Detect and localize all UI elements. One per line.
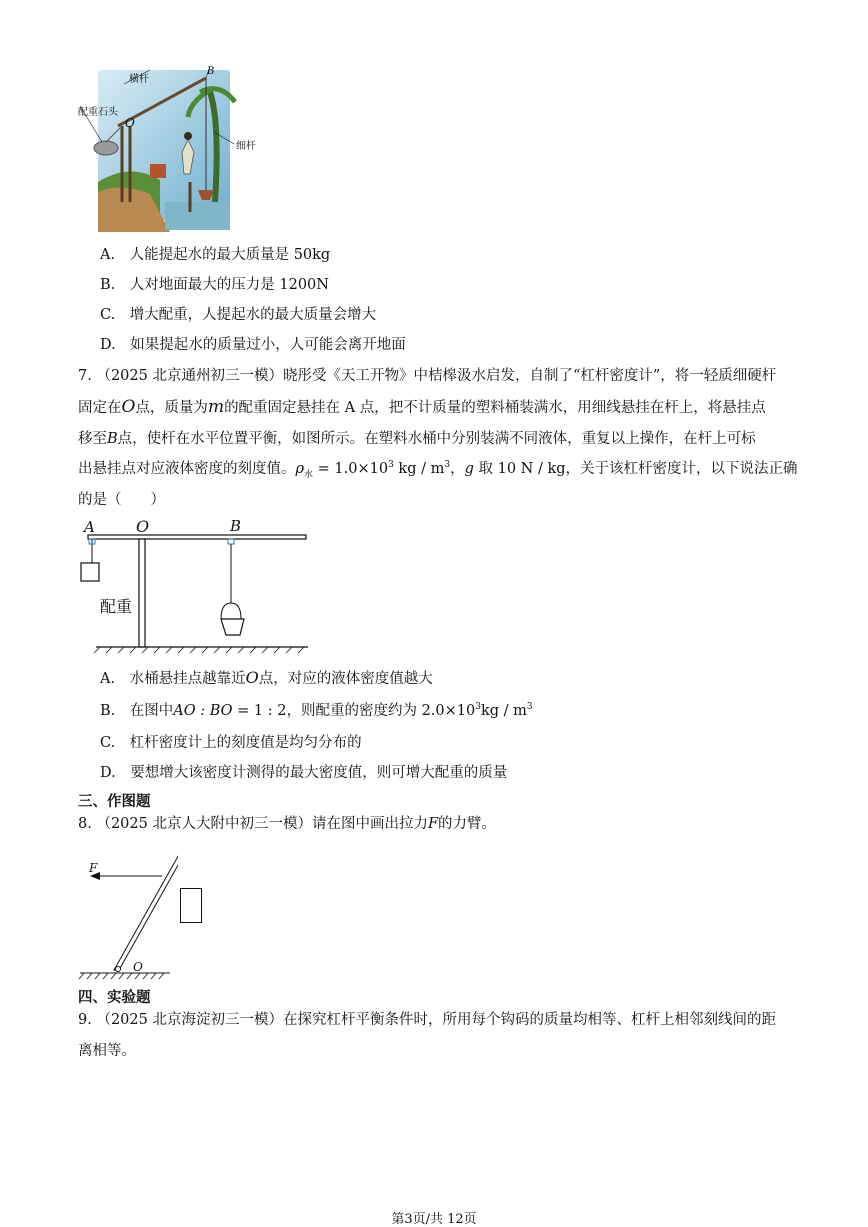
- section-heading-experiment: 四、实验题: [78, 990, 151, 1006]
- q7-stem-line-3: 移至B点，使杆在水平位置平衡，如图所示。在塑料水桶中分别装满不同液体，重复以上操作，在杆上可标: [78, 431, 756, 447]
- lever-density-meter-figure: [76, 515, 316, 655]
- label-point-b: B: [207, 66, 215, 77]
- q7-option-b: B. 在图中AO : BO = 1 : 2，则配重的密度约为 $2.0\times 10^3kg / m^3$: [100, 702, 533, 719]
- q7-stem-line-5: 的是（ ）: [78, 492, 165, 508]
- fig-label-a: A: [84, 518, 95, 536]
- q7-stem-line-1: 7. （2025 北京通州初三一模）晓彤受《天工开物》中桔槔汲水启发，自制了“杠杆密度计”，将一轻质细硬杆: [78, 368, 777, 384]
- label-thin-rod: 细杆: [236, 141, 256, 152]
- q7-option-a: A. 水桶悬挂点越靠近O点，对应的液体密度值越大: [100, 668, 433, 687]
- q7-stem-line-2: 固定在O点，质量为m的配重固定悬挂在 A 点，把不计质量的塑料桶装满水，用细线悬挂在杆上，将悬挂点: [78, 397, 766, 417]
- weight-block: [180, 888, 202, 923]
- q6-option-c: C. 增大配重，人提起水的最大质量会增大: [100, 307, 377, 323]
- fig-label-counterweight: 配重: [100, 597, 133, 616]
- q6-option-d: D. 如果提起水的质量过小，人可能会离开地面: [100, 337, 406, 353]
- label-counterweight-stone: 配重石头: [78, 107, 118, 118]
- q8-stem: 8. （2025 北京人大附中初三一模）请在图中画出拉力F的力臂。: [78, 816, 497, 832]
- q7-stem-line-4: 出悬挂点对应液体密度的刻度值。$\rho_水 = 1.0\times 10^3$ kg / $m^3$，g 取 10 N / kg，关于该杠杆密度计，以下说法正确: [78, 460, 798, 480]
- fig-label-b: B: [230, 517, 242, 535]
- q9-stem-line-1: 9. （2025 北京海淀初三一模）在探究杠杆平衡条件时，所用每个钩码的质量均相等、杠杆上相邻刻线间的距: [78, 1012, 776, 1028]
- label-horizontal-bar: 横杆: [129, 74, 149, 85]
- section-heading-drawing: 三、作图题: [78, 794, 151, 810]
- q7-option-c: C. 杠杆密度计上的刻度值是均匀分布的: [100, 735, 362, 751]
- fig-label-pivot-o: O: [133, 960, 143, 974]
- fig-label-force-f: F: [89, 861, 98, 875]
- fig-label-o: O: [136, 517, 150, 536]
- q9-stem-line-2: 离相等。: [78, 1043, 136, 1059]
- q6-option-b: B. 人对地面最大的压力是 1200N: [100, 277, 329, 293]
- page-footer: 第3页/共 12页: [391, 1212, 477, 1227]
- label-point-o: O: [125, 116, 135, 130]
- q6-option-a: A. 人能提起水的最大质量是 50kg: [100, 247, 331, 263]
- q7-option-d: D. 要想增大该密度计测得的最大密度值，则可增大配重的质量: [100, 765, 508, 781]
